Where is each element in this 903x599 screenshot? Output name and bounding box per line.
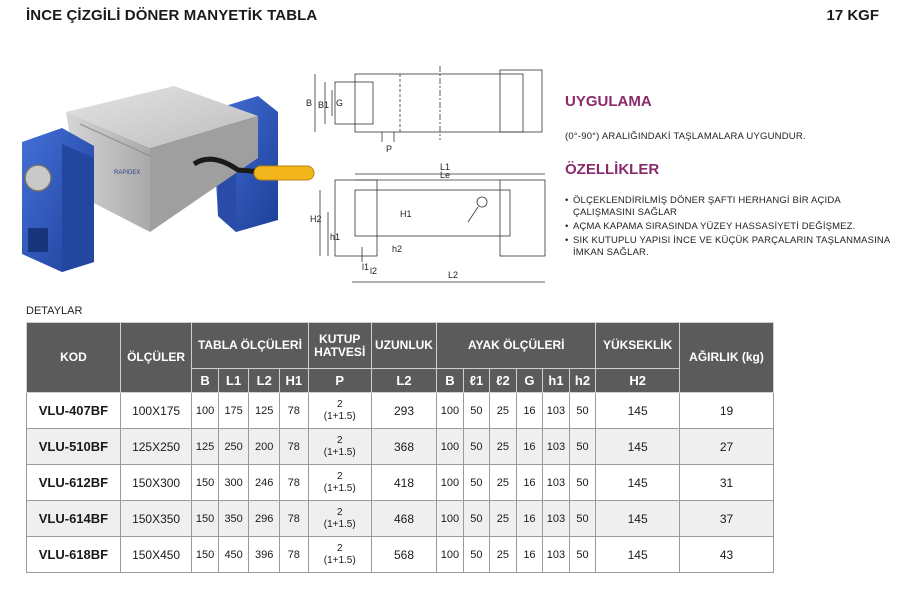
cell-P-value: 2 — [336, 398, 343, 410]
sub-H1: H1 — [280, 369, 309, 393]
cell-uz: 568 — [371, 537, 436, 573]
cell-l1: 50 — [463, 393, 490, 429]
sub-H2: H2 — [596, 369, 680, 393]
page-title: İNCE ÇİZGİLİ DÖNER MANYETİK TABLA — [26, 7, 318, 24]
cell-olcu: 125X250 — [120, 429, 191, 465]
feature-item: • AÇMA KAPAMA SIRASINDA YÜZEY HASSASİYETİ DEĞİŞMEZ. — [565, 221, 895, 233]
capacity-label: 17 KGF — [826, 7, 879, 24]
cell-L1: 450 — [218, 537, 249, 573]
dim-l1: l1 — [362, 262, 370, 272]
cell-P — [308, 501, 371, 537]
features-heading: ÖZELLİKLER — [565, 161, 660, 178]
side-view-right-block — [500, 180, 545, 256]
cell-P-detail: (1+1.5) — [323, 410, 356, 422]
cell-P-detail: (1+1.5) — [323, 518, 356, 530]
cell-G: 16 — [516, 465, 543, 501]
cell-P-value: 2 — [336, 470, 343, 482]
cell-kg: 19 — [679, 393, 773, 429]
cell-h2: 50 — [569, 393, 596, 429]
sub-P: P — [308, 369, 371, 393]
cell-l2: 25 — [490, 393, 517, 429]
cell-L1: 350 — [218, 501, 249, 537]
cell-G: 16 — [516, 429, 543, 465]
col-uzunluk: UZUNLUK — [371, 323, 436, 369]
cell-olcu: 150X300 — [120, 465, 191, 501]
cell-uz: 468 — [371, 501, 436, 537]
side-view-body — [355, 190, 510, 236]
cell-olcu: 150X450 — [120, 537, 191, 573]
brand-label: RAPIDEX — [114, 170, 141, 176]
cell-kg: 37 — [679, 501, 773, 537]
cell-P-detail: (1+1.5) — [323, 482, 356, 494]
top-view-right-block — [500, 70, 542, 132]
cell-G: 16 — [516, 501, 543, 537]
cell-B: 150 — [192, 537, 219, 573]
cell-kg: 43 — [679, 537, 773, 573]
cell-G: 16 — [516, 393, 543, 429]
sub-ayak-l1: ℓ1 — [463, 369, 490, 393]
cell-H1: 78 — [280, 429, 309, 465]
cell-olcu: 100X175 — [120, 393, 191, 429]
left-base-block — [22, 128, 94, 272]
dim-P: P — [386, 144, 393, 154]
cell-l1: 50 — [463, 465, 490, 501]
dim-Le: Le — [440, 170, 451, 180]
col-agirlik: AĞIRLIK (kg) — [679, 323, 773, 393]
cell-P-value: 2 — [336, 506, 343, 518]
col-ayak: AYAK ÖLÇÜLERİ — [437, 323, 596, 369]
details-label: DETAYLAR — [26, 305, 83, 317]
dim-h2: h2 — [392, 244, 403, 254]
application-heading: UYGULAMA — [565, 93, 652, 110]
cell-aB: 100 — [437, 501, 464, 537]
cell-l1: 50 — [463, 537, 490, 573]
cell-P — [308, 537, 371, 573]
cell-h2: 50 — [569, 429, 596, 465]
cell-L2: 246 — [249, 465, 280, 501]
cell-h1: 103 — [543, 501, 570, 537]
cell-H2: 145 — [596, 537, 680, 573]
cell-L2: 200 — [249, 429, 280, 465]
cell-H1: 78 — [280, 537, 309, 573]
cell-P — [308, 393, 371, 429]
top-view-body — [355, 74, 523, 132]
sub-ayak-l2: ℓ2 — [490, 369, 517, 393]
dim-H2: H2 — [310, 214, 322, 224]
sub-B: B — [192, 369, 219, 393]
product-photo — [22, 86, 318, 272]
cell-h1: 103 — [543, 537, 570, 573]
cell-P-value: 2 — [336, 434, 343, 446]
cell-kod: VLU-407BF — [27, 393, 121, 429]
cell-H2: 145 — [596, 393, 680, 429]
cell-kod: VLU-618BF — [27, 537, 121, 573]
col-tabla: TABLA ÖLÇÜLERİ — [192, 323, 308, 369]
dim-L2: L2 — [448, 270, 459, 280]
table-row — [27, 501, 774, 537]
cell-H2: 145 — [596, 465, 680, 501]
dim-H1: H1 — [400, 209, 412, 219]
cell-l2: 25 — [490, 465, 517, 501]
cell-P — [308, 465, 371, 501]
col-kod: KOD — [27, 323, 121, 393]
sub-ayak-G: G — [516, 369, 543, 393]
cell-h2: 50 — [569, 501, 596, 537]
cell-H2: 145 — [596, 429, 680, 465]
cell-uz: 418 — [371, 465, 436, 501]
dim-B1: B1 — [318, 100, 330, 110]
sub-ayak-B: B — [437, 369, 464, 393]
cell-B: 150 — [192, 465, 219, 501]
cell-L1: 250 — [218, 429, 249, 465]
cell-h1: 103 — [543, 465, 570, 501]
side-view-left-block — [335, 180, 377, 256]
cell-L1: 175 — [218, 393, 249, 429]
cell-aB: 100 — [437, 465, 464, 501]
cell-B: 100 — [192, 393, 219, 429]
cell-l2: 25 — [490, 501, 517, 537]
table-row — [27, 429, 774, 465]
technical-drawing — [300, 62, 550, 297]
cell-H2: 145 — [596, 501, 680, 537]
cell-h1: 103 — [543, 393, 570, 429]
cell-l1: 50 — [463, 429, 490, 465]
cell-aB: 100 — [437, 429, 464, 465]
sub-L1: L1 — [218, 369, 249, 393]
table-row — [27, 465, 774, 501]
cell-h2: 50 — [569, 537, 596, 573]
dim-G: G — [336, 98, 344, 108]
dim-B: B — [306, 98, 313, 108]
cell-kod: VLU-614BF — [27, 501, 121, 537]
cell-H1: 78 — [280, 501, 309, 537]
cell-L2: 296 — [249, 501, 280, 537]
col-olculer: ÖLÇÜLER — [120, 323, 191, 393]
cell-uz: 368 — [371, 429, 436, 465]
sub-uz-L2: L2 — [371, 369, 436, 393]
cell-kod: VLU-612BF — [27, 465, 121, 501]
spec-table — [26, 322, 774, 573]
cell-H1: 78 — [280, 465, 309, 501]
table-row — [27, 537, 774, 573]
feature-item: • SIK KUTUPLU YAPISI İNCE VE KÜÇÜK PARÇALARIN TAŞLANMASINA İMKAN SAĞLAR. — [565, 235, 895, 259]
col-yukseklik: YÜKSEKLİK — [596, 323, 680, 369]
features-list — [565, 195, 895, 261]
cell-L2: 396 — [249, 537, 280, 573]
cell-aB: 100 — [437, 393, 464, 429]
cell-H1: 78 — [280, 393, 309, 429]
sub-ayak-h1: h1 — [543, 369, 570, 393]
cell-G: 16 — [516, 537, 543, 573]
cell-h2: 50 — [569, 465, 596, 501]
cell-kg: 31 — [679, 465, 773, 501]
cell-h1: 103 — [543, 429, 570, 465]
cell-P-detail: (1+1.5) — [323, 446, 356, 458]
cell-kg: 27 — [679, 429, 773, 465]
cell-olcu: 150X350 — [120, 501, 191, 537]
cell-l1: 50 — [463, 501, 490, 537]
table-row — [27, 393, 774, 429]
cell-B: 150 — [192, 501, 219, 537]
feature-item: • ÖLÇEKLENDİRİLMİŞ DÖNER ŞAFTI HERHANGİ BİR AÇIDA ÇALIŞMASINI SAĞLAR — [565, 195, 895, 219]
cell-B: 125 — [192, 429, 219, 465]
dim-l2: l2 — [370, 266, 378, 276]
application-text: (0°-90°) ARALIĞINDAKİ TAŞLAMALARA UYGUNDUR. — [565, 131, 806, 142]
cell-P — [308, 429, 371, 465]
cell-kod: VLU-510BF — [27, 429, 121, 465]
sub-ayak-h2: h2 — [569, 369, 596, 393]
cell-l2: 25 — [490, 537, 517, 573]
cell-P-detail: (1+1.5) — [323, 554, 356, 566]
cell-aB: 100 — [437, 537, 464, 573]
cell-l2: 25 — [490, 429, 517, 465]
dim-h1: h1 — [330, 232, 341, 242]
cell-uz: 293 — [371, 393, 436, 429]
cell-L1: 300 — [218, 465, 249, 501]
cell-L2: 125 — [249, 393, 280, 429]
sub-L2: L2 — [249, 369, 280, 393]
col-kutup: KUTUP HATVESİ — [308, 323, 371, 369]
cell-P-value: 2 — [336, 542, 343, 554]
dim-L1: L1 — [440, 162, 451, 172]
